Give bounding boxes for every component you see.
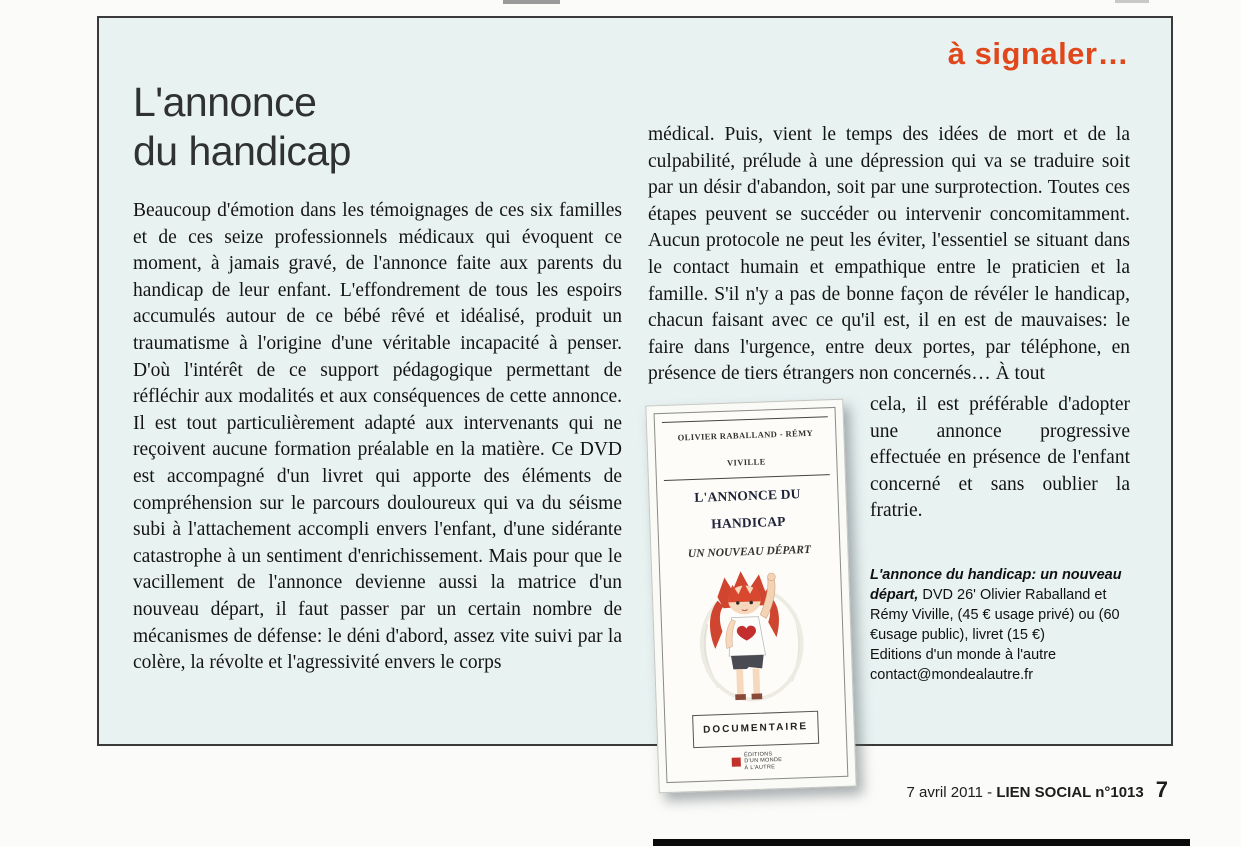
scan-artifact-bottom-bar <box>653 839 1190 846</box>
caption-details: DVD 26' Olivier Raballand et Rémy Viville, (45 € usage privé) ou (60 €usage public), livret (15 €) <box>870 586 1120 643</box>
footer-date: 7 avril 2011 - <box>906 784 997 801</box>
dvd-publisher-logo <box>671 748 842 773</box>
dvd-authors: OLIVIER RABALLAND - RÉMY VIVILLE <box>677 427 814 468</box>
article-body-left-column <box>133 198 622 677</box>
scan-artifact-top-mark-right <box>1115 0 1149 3</box>
dvd-caption <box>870 565 1130 685</box>
article-paragraph-wrap: cela, il est préférable d'adopter une annonce progressive effectuée en présence de l'enfant concerné et sans oublier la fratrie. <box>870 393 1130 522</box>
dvd-cover-photo <box>648 392 856 790</box>
publisher-line1: ÉDITIONS <box>743 750 773 758</box>
dvd-and-wrap-row <box>648 392 1130 790</box>
publisher-line2: D'UN MONDE <box>744 757 783 765</box>
dvd-cover-inner <box>654 407 849 783</box>
dvd-genre-label: DOCUMENTAIRE <box>692 711 820 748</box>
caption-publisher: Editions d'un monde à l'autre <box>870 646 1057 663</box>
publisher-line3: À L'AUTRE <box>744 763 776 771</box>
caption-title: L'annonce du handicap: un nouveau départ, <box>870 566 1122 603</box>
dvd-title: L'ANNONCE DU HANDICAP <box>694 486 801 532</box>
article-body-right-column <box>648 122 1130 790</box>
footer-page-number: 7 <box>1155 777 1168 802</box>
article-paragraph-left: Beaucoup d'émotion dans les témoignages de ces six familles et de ces seize professionnels médicaux qui évoquent ce moment, à jamais gravé, de l'annonce faite aux parents du handicap de leur enfant. L'effondrement de tous les espoirs accumulés autour de ce bébé rêvé et idéalisé, produit un traumatisme à l'origine d'une véritable incapacité à penser. D'où l'intérêt de ce support pédagogique permettant de réfléchir aux modalités et aux conséquences de cette annonce. Il est tout particulièrement adapté aux intervenants qui ne reçoivent aucune formation préalable en la matière. Ce DVD est accompagné d'un livret qui apporte des éléments de compréhension sur le parcours douloureux qui va du séisme subi à l'attachement accompli envers l'enfant, d'une sidérante catastrophe à un sentiment d'enrichissement. Mais pour que le vacillement de l'annonce devienne aussi la matrice d'un nouveau départ, il faut passer par un certain nombre de mécanismes de défense: le déni d'abord, assez vite suivi par la colère, la révolte et l'agressivité envers le corps <box>133 200 622 674</box>
publisher-logo-icon <box>731 757 740 766</box>
article-title-line1: L'annonce <box>133 79 317 125</box>
publisher-logo-text <box>744 751 783 772</box>
caption-contact-email: contact@mondealautre.fr <box>870 666 1034 683</box>
dvd-subtitle: UN NOUVEAU DÉPART <box>687 544 812 561</box>
article-frame <box>97 16 1173 771</box>
wrap-text-column <box>870 392 1130 790</box>
dvd-illustration-girl <box>685 565 820 713</box>
scan-artifact-top-mark <box>503 0 560 4</box>
footer-journal-name: LIEN SOCIAL n°1013 <box>996 784 1144 801</box>
section-label: à signaler… <box>947 36 1129 71</box>
article-paragraph-right: médical. Puis, vient le temps des idées de mort et de la culpabilité, prélude à une dépression qui va se traduire soit par un désir d'abandon, soit par une surprotection. Toutes ces étapes peuvent se succéder ou intervenir concomitamment. Aucun protocole ne peut les éviter, l'essentiel se situant dans le contact humain et empathique entre le praticien et la famille. S'il n'y a pas de bonne façon de révéler le handicap, chacun faisant avec ce qu'il est, il en est de mauvaises: le faire dans l'urgence, entre deux portes, par téléphone, en présence de tiers étrangers non concernés… À tout <box>648 124 1130 385</box>
dvd-cover <box>645 399 856 794</box>
article-title-line2: du handicap <box>133 128 351 174</box>
article-title <box>133 78 351 176</box>
page-footer <box>0 777 1168 803</box>
